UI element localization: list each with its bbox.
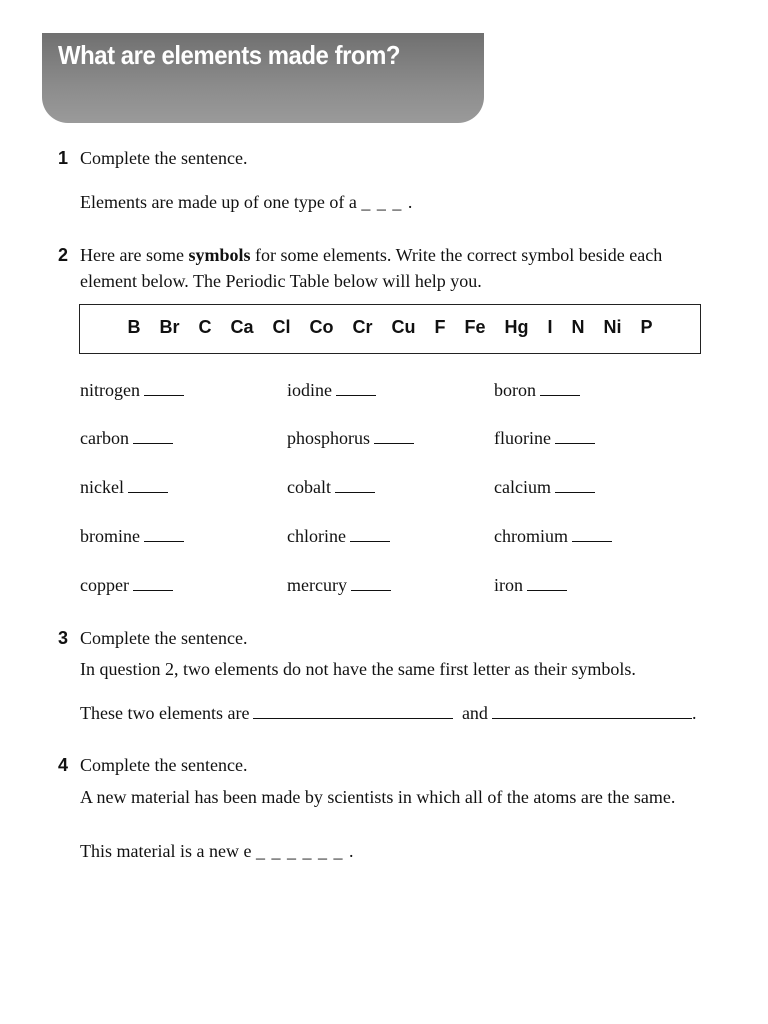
element-label: bromine — [80, 526, 140, 546]
page-title: What are elements made from? — [58, 40, 401, 70]
element-answer-blank[interactable] — [133, 576, 173, 591]
question-3-line-2: In question 2, two elements do not have the same first letter as their symbols. — [80, 659, 636, 679]
element-item — [494, 477, 595, 498]
element-label: cobalt — [287, 477, 331, 497]
question-4-sentence — [80, 841, 354, 862]
question-2-line-2: element below. The Periodic Table below will help you. — [80, 271, 482, 291]
symbols-list: B Br C Ca Cl Co Cr Cu F Fe Hg I N Ni P — [127, 317, 653, 337]
element-item — [287, 575, 391, 596]
element-answer-blank[interactable] — [133, 429, 173, 444]
question-1-blank[interactable]: _ _ _ . — [361, 192, 414, 212]
element-answer-blank[interactable] — [555, 478, 595, 493]
element-answer-blank[interactable] — [336, 381, 376, 396]
element-item — [287, 477, 375, 498]
symbols-box — [79, 304, 701, 354]
element-item — [494, 428, 595, 449]
question-3-sentence-and: and — [461, 703, 488, 723]
question-2-line-1-bold: symbols — [188, 245, 251, 265]
question-4-blank[interactable]: _ _ _ _ _ _ . — [255, 841, 355, 861]
element-item — [494, 526, 612, 547]
element-label: carbon — [80, 428, 129, 448]
element-label: chlorine — [287, 526, 346, 546]
question-3-answer-blank-1[interactable] — [253, 704, 453, 719]
question-3-prompt: Complete the sentence. — [80, 628, 248, 648]
question-4-line-2: A new material has been made by scientists in which all of the atoms are the same. — [80, 787, 676, 807]
element-item — [80, 477, 168, 498]
element-item — [494, 575, 567, 596]
element-answer-blank[interactable] — [540, 381, 580, 396]
element-label: copper — [80, 575, 129, 595]
question-3-sentence-end: . — [691, 703, 697, 723]
question-1-sentence — [80, 192, 413, 213]
question-3-number: 3 — [58, 628, 69, 648]
element-label: boron — [494, 380, 536, 400]
element-answer-blank[interactable] — [350, 527, 390, 542]
element-label: calcium — [494, 477, 551, 497]
question-3-sentence — [80, 703, 696, 724]
title-banner — [42, 33, 484, 123]
question-3-sentence-pre: These two elements are — [80, 703, 250, 723]
element-label: nitrogen — [80, 380, 140, 400]
element-item — [287, 526, 390, 547]
question-1-number: 1 — [58, 148, 69, 168]
element-answer-blank[interactable] — [144, 381, 184, 396]
element-label: fluorine — [494, 428, 551, 448]
element-item — [494, 380, 580, 401]
element-answer-blank[interactable] — [128, 478, 168, 493]
element-label: iodine — [287, 380, 332, 400]
element-label: chromium — [494, 526, 568, 546]
question-2-line-1 — [80, 245, 662, 266]
question-1-sentence-text: Elements are made up of one type of a — [80, 192, 357, 212]
element-label: iron — [494, 575, 523, 595]
element-label: nickel — [80, 477, 124, 497]
element-answer-blank[interactable] — [527, 576, 567, 591]
element-item — [80, 428, 173, 449]
element-label: phosphorus — [287, 428, 371, 448]
question-3-answer-blank-2[interactable] — [492, 704, 692, 719]
element-answer-blank[interactable] — [351, 576, 391, 591]
question-4-prompt: Complete the sentence. — [80, 755, 248, 775]
element-answer-blank[interactable] — [572, 527, 612, 542]
element-answer-blank[interactable] — [144, 527, 184, 542]
element-label: mercury — [287, 575, 347, 595]
question-2-line-1-post: for some elements. Write the correct symbol beside each — [250, 245, 663, 265]
question-2-number: 2 — [58, 245, 69, 265]
element-answer-blank[interactable] — [555, 429, 595, 444]
element-item — [287, 428, 414, 449]
question-4-number: 4 — [58, 755, 69, 775]
element-item — [80, 575, 173, 596]
element-item — [80, 526, 184, 547]
question-2-line-1-pre: Here are some — [80, 245, 189, 265]
element-item — [287, 380, 376, 401]
question-1-prompt: Complete the sentence. — [80, 148, 248, 168]
element-answer-blank[interactable] — [335, 478, 375, 493]
question-4-sentence-text: This material is a new e — [80, 841, 252, 861]
element-answer-blank[interactable] — [374, 429, 414, 444]
element-item — [80, 380, 184, 401]
